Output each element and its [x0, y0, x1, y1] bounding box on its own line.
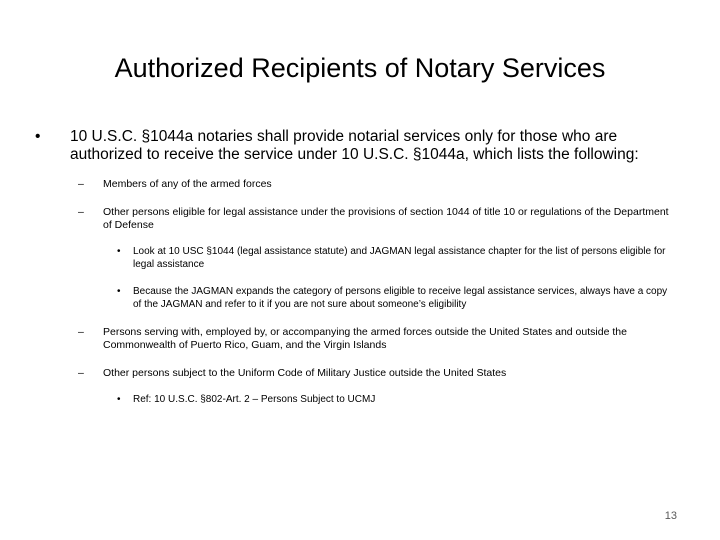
dash-marker: – [78, 326, 84, 338]
bullet-marker: • [117, 286, 121, 297]
bullet-marker: • [35, 128, 41, 145]
bullet-marker: • [117, 394, 121, 405]
sub-list-item-text: Because the JAGMAN expands the category of persons eligible to receive legal assistance services, always have a copy of the JAGMAN and refer to it if you are not sure about someone’s eligibility [133, 286, 668, 310]
dash-marker: – [78, 178, 84, 190]
main-point-text: 10 U.S.C. §1044a notaries shall provide notarial services only for those who are authorized to receive the service under 10 U.S.C. §1044a, which lists the following: [70, 128, 639, 163]
list-item-text: Other persons eligible for legal assistance under the provisions of section 1044 of title 10 or regulations of the Department of Defense [103, 206, 669, 231]
list-item-text: Persons serving with, employed by, or accompanying the armed forces outside the United States and outside the Commonwealth of Puerto Rico, Guam, and the Virgin Islands [103, 326, 627, 351]
page-number: 13 [664, 510, 677, 522]
list-item-text: Other persons subject to the Uniform Code of Military Justice outside the United States [103, 367, 507, 379]
dash-marker: – [78, 367, 84, 379]
slide-title: Authorized Recipients of Notary Services [114, 53, 606, 83]
dash-marker: – [78, 206, 84, 218]
list-item-text: Members of any of the armed forces [103, 178, 272, 190]
bullet-marker: • [117, 246, 121, 257]
sub-list-item-text: Ref: 10 U.S.C. §802-Art. 2 – Persons Subject to UCMJ [133, 394, 376, 405]
sub-list-item-text: Look at 10 USC §1044 (legal assistance statute) and JAGMAN legal assistance chapter for the list of persons eligible for legal assistance [133, 246, 666, 270]
